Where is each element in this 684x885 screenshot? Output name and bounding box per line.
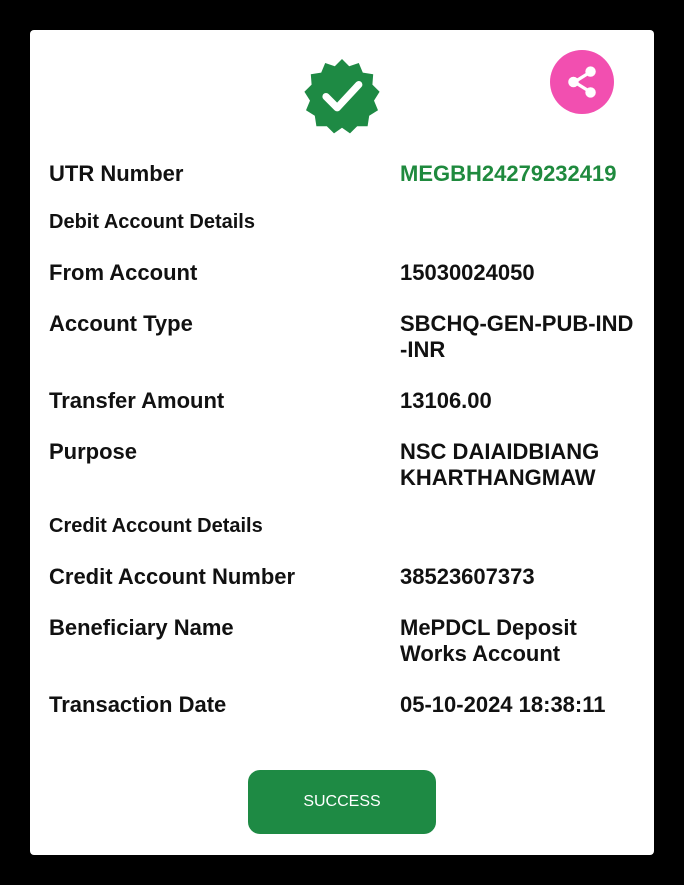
success-button[interactable]: SUCCESS [248, 770, 436, 834]
beneficiary-value: MePDCL Deposit Works Account [400, 615, 577, 666]
debit-section-heading: Debit Account Details [49, 211, 255, 233]
account-type-value: SBCHQ-GEN-PUB-IND-INR [400, 311, 634, 362]
credit-account-value: 38523607373 [400, 564, 535, 589]
share-button[interactable] [550, 50, 614, 114]
transaction-receipt-card [30, 30, 654, 855]
transfer-amount-label: Transfer Amount [49, 388, 225, 413]
transfer-amount-value: 13106.00 [400, 388, 492, 413]
utr-value: MEGBH24279232419 [400, 161, 617, 186]
credit-section-heading: Credit Account Details [49, 515, 263, 537]
utr-label: UTR Number [49, 161, 184, 186]
purpose-label: Purpose [49, 439, 138, 464]
beneficiary-label: Beneficiary Name [49, 615, 234, 640]
purpose-value: NSC DAIAIDBIANG KHARTHANGMAW [400, 439, 600, 490]
transaction-date-value: 05-10-2024 18:38:11 [400, 692, 606, 717]
from-account-value: 15030024050 [400, 260, 535, 285]
verified-check-icon [302, 55, 382, 135]
account-type-label: Account Type [49, 311, 193, 336]
from-account-label: From Account [49, 260, 198, 285]
share-icon [563, 63, 601, 101]
transaction-date-label: Transaction Date [49, 692, 227, 717]
credit-account-label: Credit Account Number [49, 564, 296, 589]
